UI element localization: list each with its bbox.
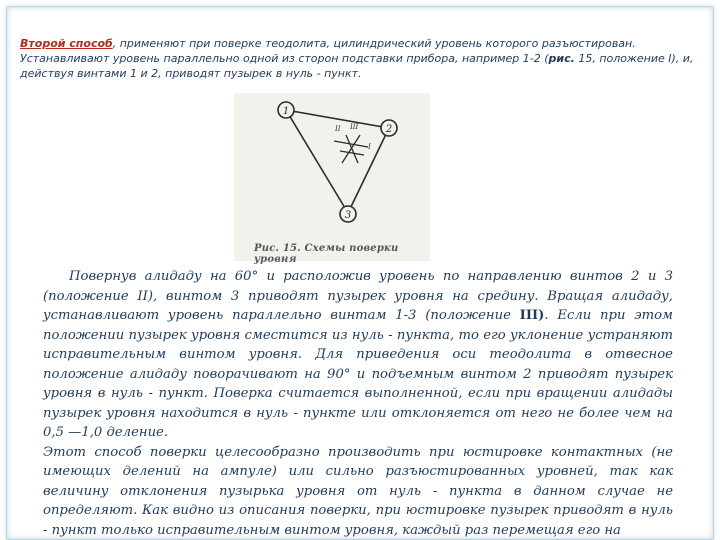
level-label-III: III bbox=[350, 123, 359, 131]
screw-label-2: 2 bbox=[385, 124, 393, 135]
paragraph-2: Этот способ поверки целесообразно производить при юстировке контактных (не имеющих делений на ампуле) или сильно разъюстированных уровней, так как величину отклонения пузырька уровня от нуль - пункта в данном случае не определяют. Как видно из описания поверки, при юстировке пузырек приводят в нуль - пункт только исправительным винтом уровня, каждый раз перемещая его на bbox=[43, 444, 673, 538]
level-position-IV bbox=[340, 151, 364, 155]
level-label-II: II bbox=[335, 125, 341, 133]
level-position-III bbox=[342, 135, 360, 163]
intro-tail: 15, положение I), и, действуя винтами 1 и 2, приводят пузырек в нуль - пункт. bbox=[20, 52, 694, 80]
figure-caption: Рис. 15. Схемы поверки уровня bbox=[254, 243, 399, 265]
level-position-II bbox=[346, 135, 358, 163]
method-term: Второй способ bbox=[20, 37, 113, 50]
level-positions bbox=[334, 135, 368, 163]
body-text bbox=[43, 267, 673, 540]
paragraph-1 bbox=[43, 267, 673, 443]
figure-ref: рис. bbox=[548, 52, 575, 65]
intro-text: , применяют при поверке теодолита, цилиндрический уровень которого разъюстирован. Устанавливают уровень параллельно одной из сторон подставки прибора, например 1-2 ( bbox=[20, 37, 636, 65]
figure-level-scheme bbox=[234, 93, 430, 265]
position-ref: III) bbox=[519, 308, 545, 323]
level-label-I: I bbox=[368, 143, 371, 151]
screw-label-1: 1 bbox=[282, 106, 290, 117]
intro-paragraph bbox=[20, 36, 710, 81]
screw-label-3: 3 bbox=[344, 210, 352, 221]
paragraph-1-b: . Если при этом положении пузырек уровня сместится из нуль - пункта, то его уклонение устраняют исправительным винтом уровня. Для приведения оси теодолита в отвесное положение алидаду поворачивают на 90° и подъемным винтом 2 приводят пузырек уровня в нуль - пункт. Поверка считается выполненной, если при вращении алидады пузырек уровня находится в нуль - пункте или отклоняется от него не более чем на 0,5 —1,0 деление. bbox=[43, 308, 673, 440]
triangle-side-2-3 bbox=[348, 128, 389, 213]
triangle-diagram bbox=[234, 93, 430, 261]
paragraph-1-a: Повернув алидаду на 60° и расположив уровень по направлению винтов 2 и 3 (положение II), винтом 3 приводят пузырек уровня на средину. Вращая алидаду, устанавливают уровень параллельно винтам 1-3 (положение bbox=[43, 269, 673, 323]
